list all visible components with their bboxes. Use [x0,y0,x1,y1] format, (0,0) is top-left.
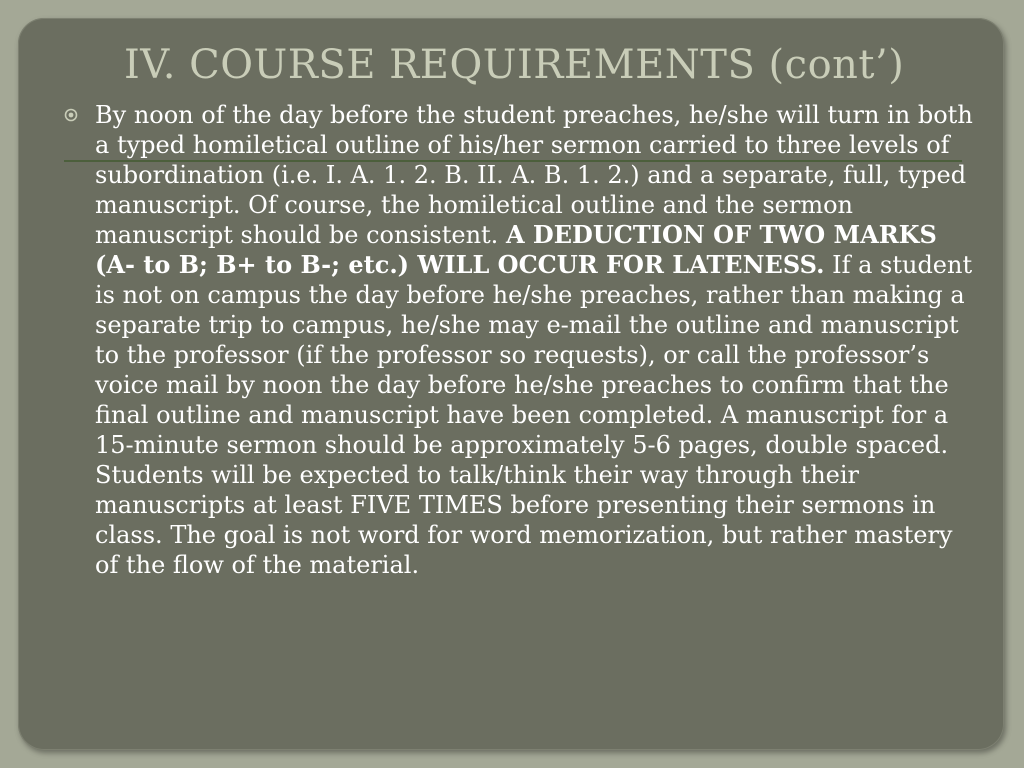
bullet-text-part2: If a student is not on campus the day before he/she preaches, rather than making a separate trip to campus, he/she may e-mail the outline and manuscript to the professor (if the professor so requests), or call the professor’s voice mail by noon the day before he/she preaches to confirm that the final outline and manuscript have been completed. A manuscript for a 15-minute sermon should be approximately 5-6 pages, double spaced. Students will be expected to talk/think their way through their manuscripts at least FIVE TIMES before presenting their sermons in class. The goal is not word for word memorization, but rather mastery of the flow of the material. [95,251,973,579]
lateness-penalty-text: A DEDUCTION OF TWO MARKS (A- to B; B+ to B-; etc.) WILL OCCUR FOR LATENESS. [95,220,937,279]
circle-bullet-icon [64,108,78,122]
bullet-paragraph [95,100,975,580]
bullet-text-part1: By noon of the day before the student preaches, he/she will turn in both a typed homiletical outline of his/her sermon carried to three levels of subordination (i.e. I. A. 1. 2. B. II. A. B. 1. 2.) and a separate, full, typed manuscript. Of course, the homiletical outline and the sermon manuscript should be consistent. [95,101,973,249]
slide-title: IV. COURSE REQUIREMENTS (cont’) [124,42,905,88]
